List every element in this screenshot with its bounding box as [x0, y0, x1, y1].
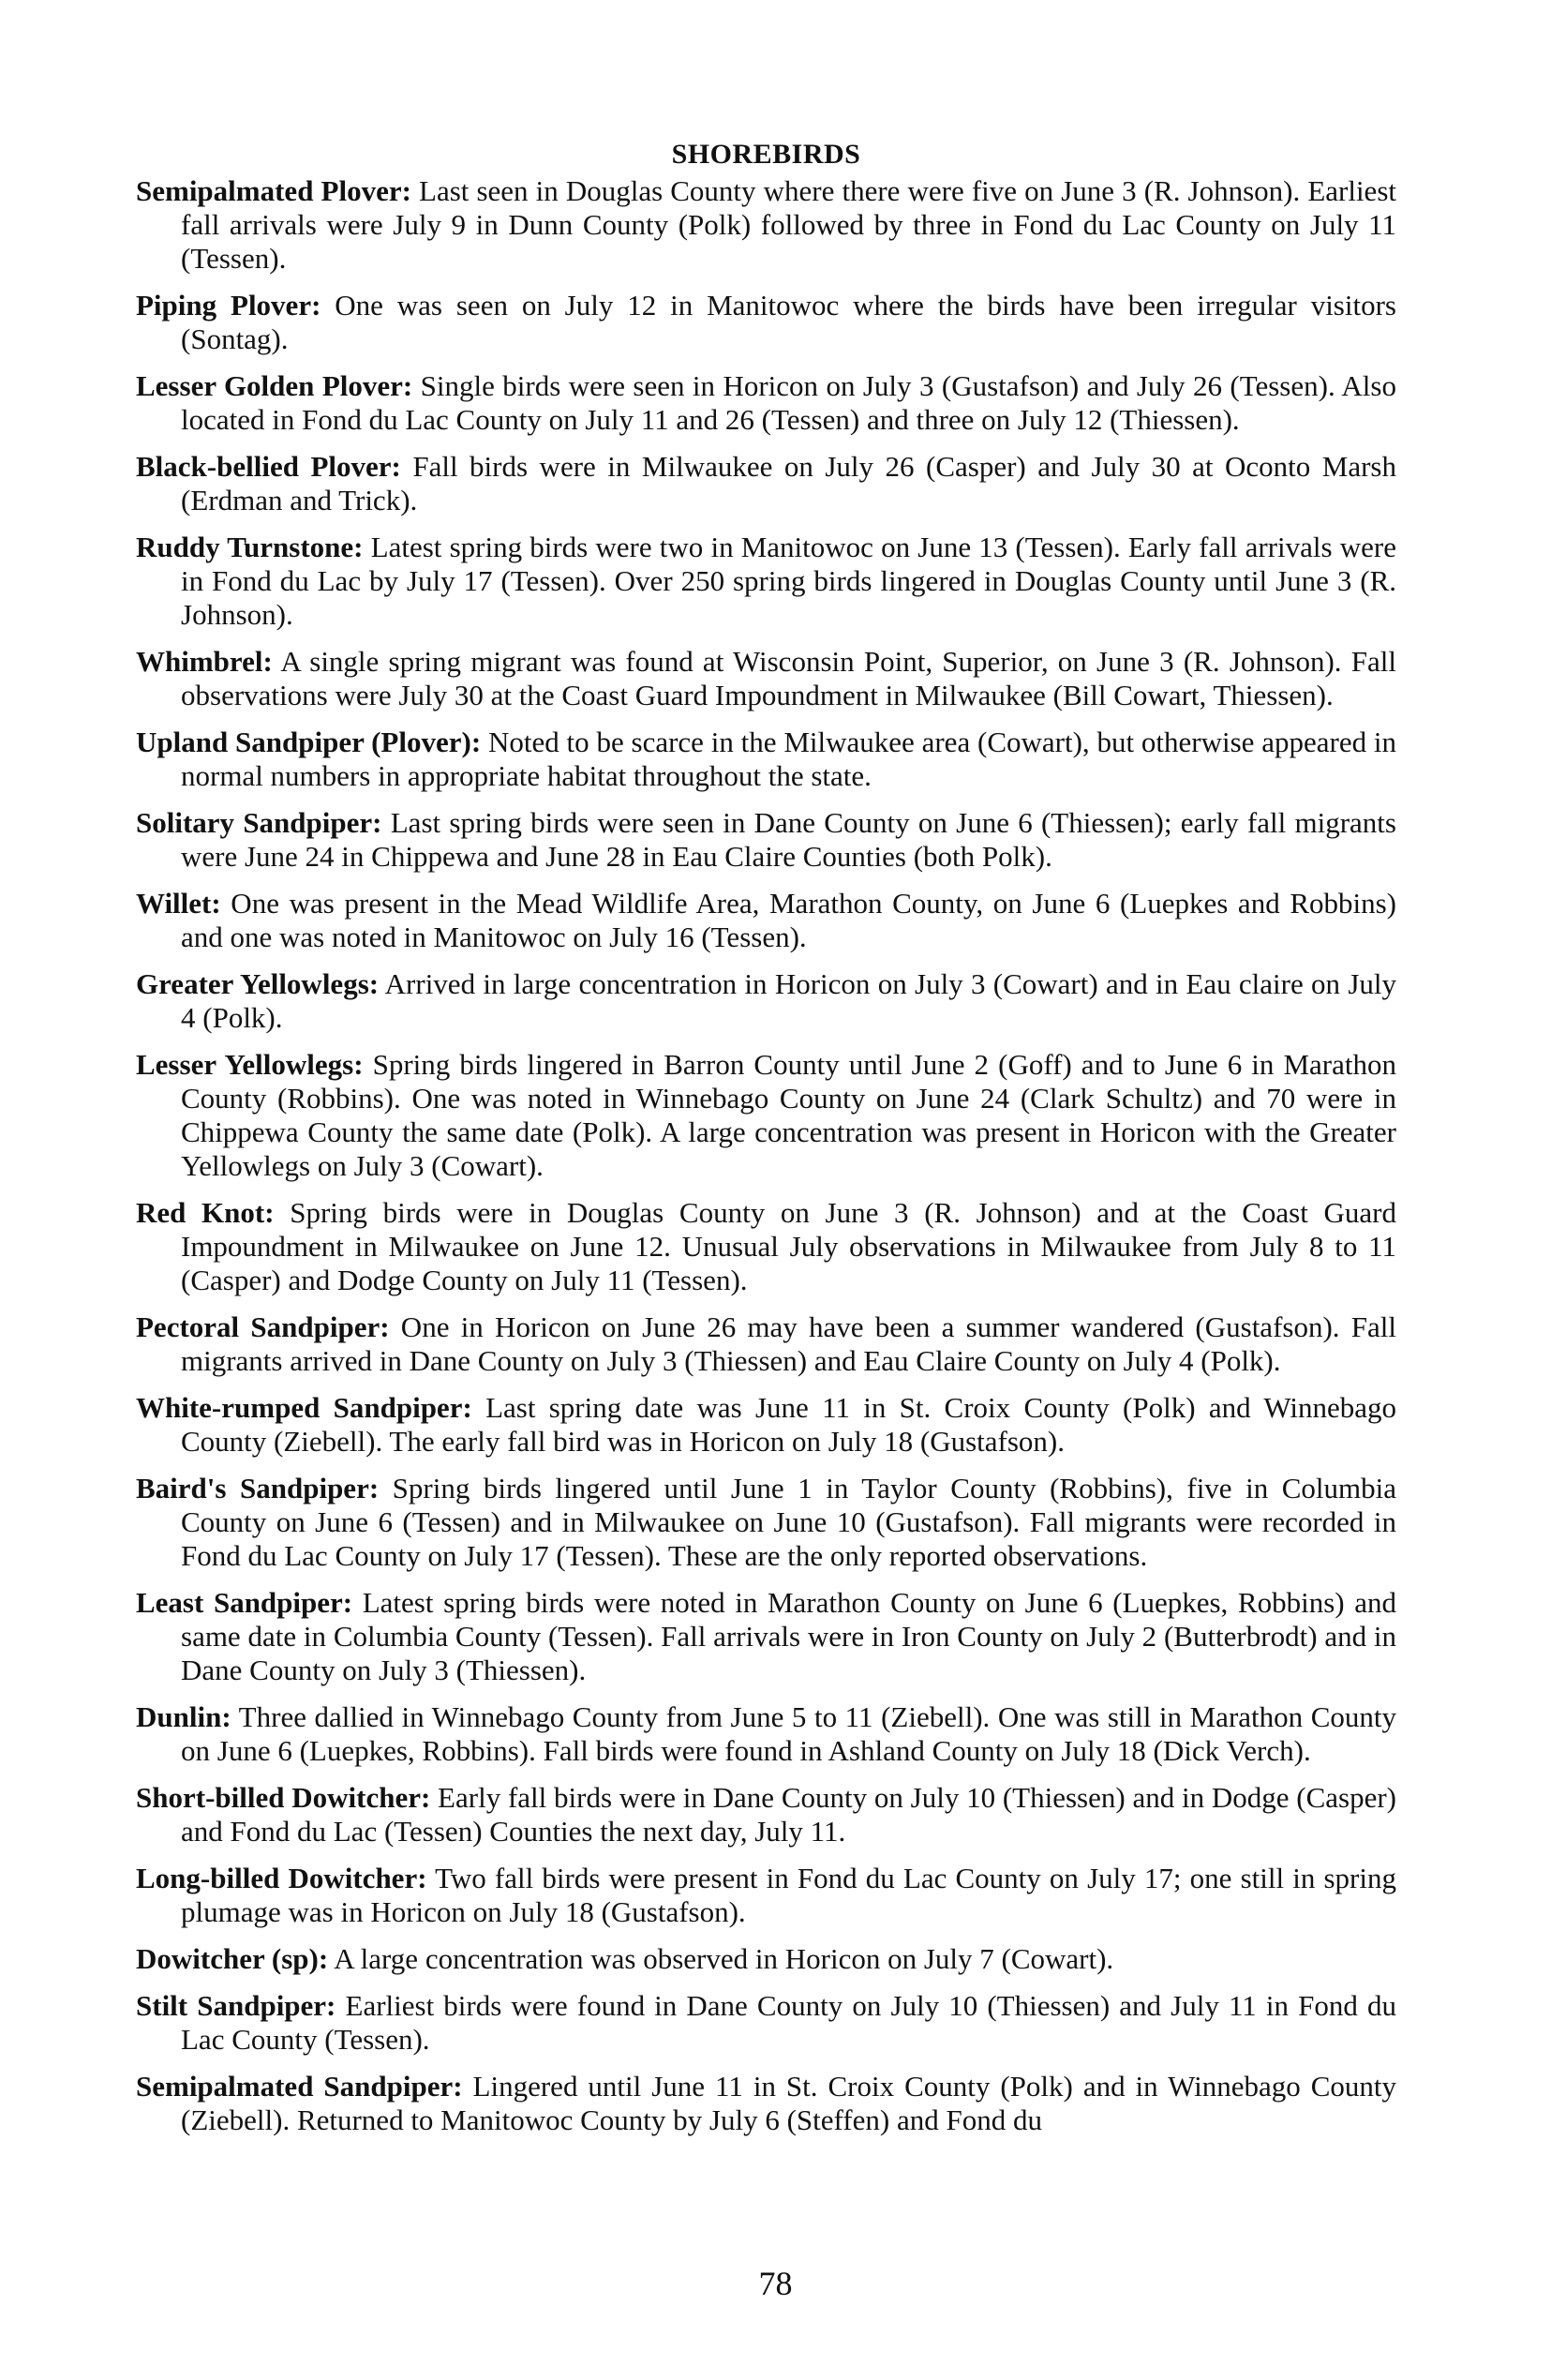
entry-text: Three dallied in Winnebago County from June 5 to 11 (Ziebell). One was still in Marathon County on June 6 (Luepkes, Robbins). Fall birds were found in Ashland County on July 18 (Dick Verch).: [181, 1700, 1396, 1767]
entry-text: One was seen on July 12 in Manitowoc where the birds have been irregular visitors (Sontag).: [181, 289, 1396, 355]
entry-dowitcher-sp: [136, 1942, 1396, 1976]
entry-ruddy-turnstone: [136, 531, 1396, 632]
entry-text: Spring birds lingered until June 1 in Taylor County (Robbins), five in Columbia County on June 6 (Tessen) and in Milwaukee on June 10 (Gustafson). Fall migrants were recorded in Fond du Lac County on July 17 (Tessen). These are the only reported observations.: [181, 1472, 1396, 1572]
species-name: Short-billed Dowitcher:: [136, 1781, 431, 1814]
entry-text: Early fall birds were in Dane County on July 10 (Thiessen) and in Dodge (Casper) and Fond du Lac (Tessen) Counties the next day, July 11.: [181, 1781, 1396, 1848]
entry-text: A large concentration was observed in Horicon on July 7 (Cowart).: [328, 1942, 1114, 1975]
species-name: White-rumped Sandpiper:: [136, 1391, 472, 1424]
entry-text: Latest spring birds were two in Manitowoc on June 13 (Tessen). Early fall arrivals were in Fond du Lac by July 17 (Tessen). Over 250 spring birds lingered in Douglas County until June 3 (R. Johnson).: [181, 531, 1396, 631]
entry-semipalmated-plover: [136, 174, 1396, 276]
species-name: Black-bellied Plover:: [136, 450, 401, 483]
entry-whimbrel: [136, 645, 1396, 712]
entry-text: A single spring migrant was found at Wisconsin Point, Superior, on June 3 (R. Johnson). Fall observations were July 30 at the Coast Guard Impoundment in Milwaukee (Bill Cowart, Thiessen).: [181, 645, 1396, 711]
page-content: [136, 139, 1396, 2150]
entry-text: Lingered until June 11 in St. Croix County (Polk) and in Winnebago County (Ziebell). Returned to Manitowoc County by July 6 (Steffen) and Fond du: [181, 2070, 1396, 2136]
species-name: Pectoral Sandpiper:: [136, 1310, 390, 1343]
entry-bairds-sandpiper: [136, 1472, 1396, 1573]
entry-long-billed-dowitcher: [136, 1862, 1396, 1929]
species-name: Baird's Sandpiper:: [136, 1472, 380, 1504]
entry-white-rumped-sandpiper: [136, 1391, 1396, 1459]
entry-text: One was present in the Mead Wildlife Area, Marathon County, on June 6 (Luepkes and Robbins) and one was noted in Manitowoc on July 16 (Tessen).: [181, 887, 1396, 953]
species-name: Semipalmated Plover:: [136, 174, 411, 207]
entry-text: Arrived in large concentration in Horicon on July 3 (Cowart) and in Eau claire on July 4 (Polk).: [181, 967, 1396, 1034]
species-name: Semipalmated Sandpiper:: [136, 2070, 463, 2103]
entry-willet: [136, 887, 1396, 954]
species-name: Solitary Sandpiper:: [136, 806, 382, 839]
species-name: Whimbrel:: [136, 645, 273, 678]
entry-red-knot: [136, 1196, 1396, 1297]
species-name: Dowitcher (sp):: [136, 1942, 329, 1975]
entry-text: Fall birds were in Milwaukee on July 26 (Casper) and July 30 at Oconto Marsh (Erdman and Trick).: [181, 450, 1396, 516]
section-title: SHOREBIRDS: [671, 139, 861, 170]
entry-text: Noted to be scarce in the Milwaukee area (Cowart), but otherwise appeared in normal numbers in appropriate habitat throughout the state.: [181, 726, 1396, 792]
species-name: Least Sandpiper:: [136, 1586, 353, 1619]
entry-greater-yellowlegs: [136, 967, 1396, 1035]
species-name: Long-billed Dowitcher:: [136, 1862, 427, 1894]
entry-text: Earliest birds were found in Dane County on July 10 (Thiessen) and July 11 in Fond du Lac County (Tessen).: [181, 1989, 1396, 2056]
species-name: Piping Plover:: [136, 289, 321, 322]
entry-lesser-yellowlegs: [136, 1048, 1396, 1183]
entry-semipalmated-sandpiper: [136, 2070, 1396, 2137]
entry-piping-plover: [136, 289, 1396, 356]
page-number: 78: [758, 2265, 793, 2302]
entry-least-sandpiper: [136, 1586, 1396, 1687]
entry-short-billed-dowitcher: [136, 1781, 1396, 1849]
entry-text: Spring birds were in Douglas County on June 3 (R. Johnson) and at the Coast Guard Impoundment in Milwaukee on June 12. Unusual July observations in Milwaukee from July 8 to 11 (Casper) and Dodge County on July 11 (Tessen).: [181, 1196, 1396, 1296]
entry-stilt-sandpiper: [136, 1989, 1396, 2057]
entry-text: Spring birds lingered in Barron County until June 2 (Goff) and to June 6 in Marathon County (Robbins). One was noted in Winnebago County on June 24 (Clark Schultz) and 70 were in Chippewa County the same date (Polk). A large concentration was present in Horicon with the Greater Yellowlegs on July 3 (Cowart).: [181, 1048, 1396, 1182]
species-name: Willet:: [136, 887, 221, 920]
species-name: Stilt Sandpiper:: [136, 1989, 336, 2022]
species-name: Greater Yellowlegs:: [136, 967, 380, 1000]
species-name: Red Knot:: [136, 1196, 275, 1229]
species-name: Dunlin:: [136, 1700, 231, 1733]
entry-lesser-golden-plover: [136, 369, 1396, 437]
species-name: Ruddy Turnstone:: [136, 531, 364, 563]
entry-pectoral-sandpiper: [136, 1310, 1396, 1378]
species-name: Upland Sandpiper (Plover):: [136, 726, 482, 758]
species-name: Lesser Yellowlegs:: [136, 1048, 364, 1081]
species-name: Lesser Golden Plover:: [136, 369, 413, 402]
entry-text: Last seen in Douglas County where there were five on June 3 (R. Johnson). Earliest fall arrivals were July 9 in Dunn County (Polk) followed by three in Fond du Lac County on July 11 (Tessen).: [181, 174, 1396, 275]
entry-text: Last spring date was June 11 in St. Croix County (Polk) and Winnebago County (Ziebell). The early fall bird was in Horicon on July 18 (Gustafson).: [181, 1391, 1396, 1458]
entry-text: One in Horicon on June 26 may have been a summer wandered (Gustafson). Fall migrants arrived in Dane County on July 3 (Thiessen) and Eau Claire County on July 4 (Polk).: [181, 1310, 1397, 1377]
entry-upland-sandpiper: [136, 726, 1396, 793]
entry-dunlin: [136, 1700, 1396, 1768]
entry-text: Last spring birds were seen in Dane County on June 6 (Thiessen); early fall migrants were June 24 in Chippewa and June 28 in Eau Claire Counties (both Polk).: [181, 806, 1396, 873]
entry-black-bellied-plover: [136, 450, 1396, 517]
entry-text: Two fall birds were present in Fond du Lac County on July 17; one still in spring plumage was in Horicon on July 18 (Gustafson).: [181, 1862, 1396, 1928]
entry-solitary-sandpiper: [136, 806, 1396, 874]
entry-text: Latest spring birds were noted in Marathon County on June 6 (Luepkes, Robbins) and same date in Columbia County (Tessen). Fall arrivals were in Iron County on July 2 (Butterbrodt) and in Dane County on July 3 (Thiessen).: [181, 1586, 1396, 1686]
entry-text: Single birds were seen in Horicon on July 3 (Gustafson) and July 26 (Tessen). Also located in Fond du Lac County on July 11 and 26 (Tessen) and three on July 12 (Thiessen).: [181, 369, 1396, 436]
